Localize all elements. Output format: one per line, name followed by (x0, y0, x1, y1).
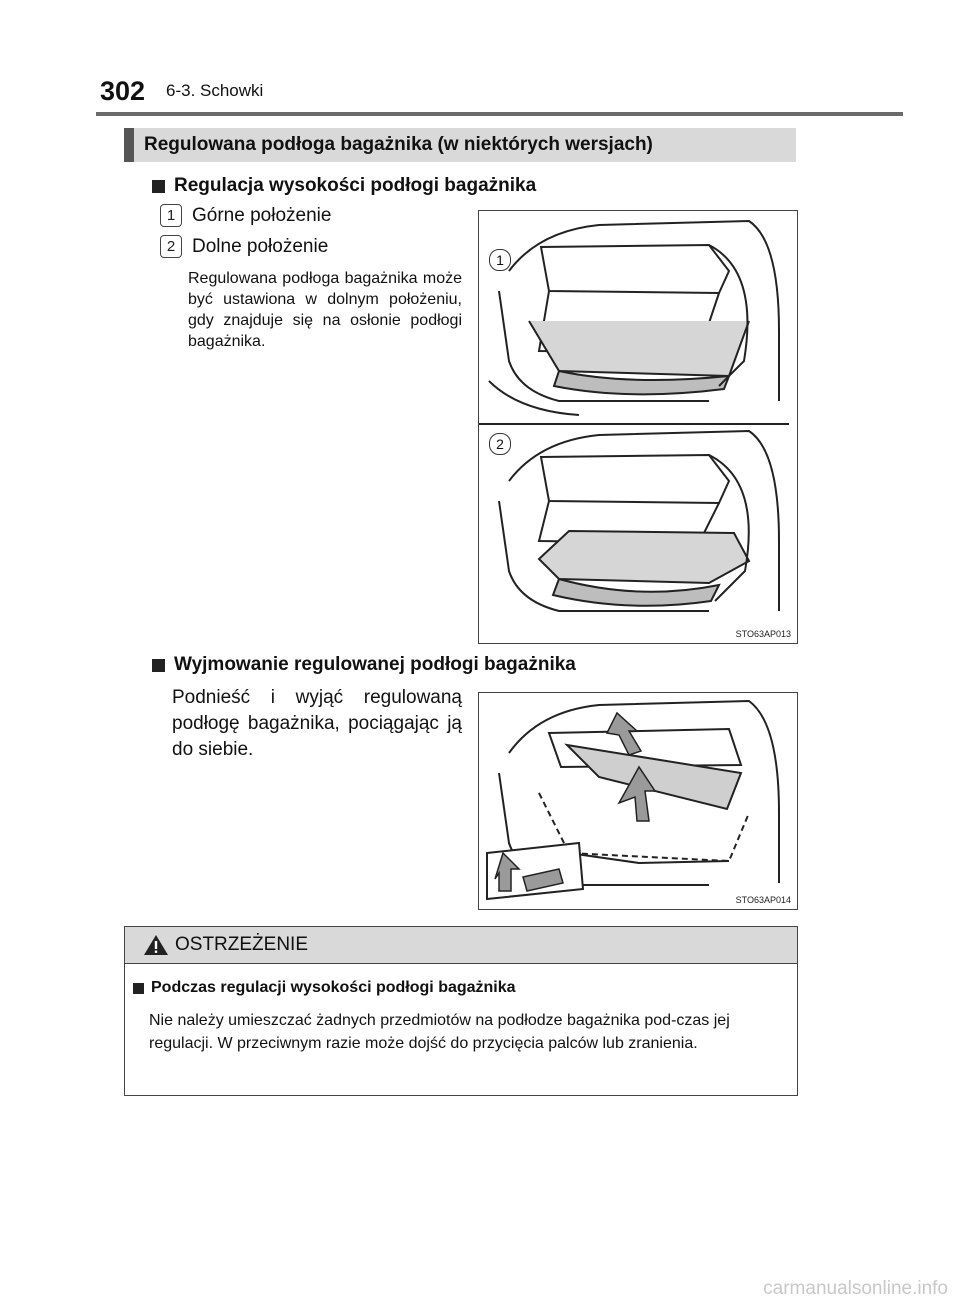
trunk-illustration (479, 211, 797, 643)
bullet-square-icon (152, 180, 165, 193)
figure-code: STO63AP013 (735, 629, 791, 639)
list-item-label: Dolne położenie (192, 235, 329, 257)
number-badge: 2 (160, 235, 182, 258)
removal-heading-text: Wyjmowanie regulowanej podłogi bagażnika (174, 654, 576, 675)
callout-2: 2 (489, 433, 511, 455)
watermark: carmanualsonline.info (763, 1278, 948, 1299)
warning-box (124, 926, 798, 1096)
warning-subheading-text: Podczas regulacji wysokości podłogi bagażnika (151, 979, 516, 996)
warning-text: Nie należy umieszczać żadnych przedmiotów na podłodze bagażnika pod-czas jej regulacji. W przeciwnym razie może dojść do przycięcia palców lub zranienia. (149, 1012, 730, 1052)
number-badge: 1 (160, 204, 182, 227)
warning-subheading (133, 979, 516, 997)
section-title-bar (124, 128, 796, 162)
bullet-square-icon (133, 983, 144, 994)
section-reference: 6-3. Schowki (166, 81, 264, 100)
header-rule (96, 112, 903, 116)
removal-heading (152, 654, 576, 676)
warning-header (125, 927, 797, 964)
warning-title: OSTRZEŻENIE (175, 934, 309, 955)
section-title: Regulowana podłoga bagażnika (w niektórych wersjach) (144, 134, 653, 155)
page-number: 302 (100, 76, 146, 106)
height-adjust-heading (152, 175, 536, 197)
height-adjust-note: Regulowana podłoga bagażnika może być ustawiona w dolnym położeniu, gdy znajduje się na osłonie podłogi bagażnika. (188, 270, 462, 350)
list-item-upper (160, 204, 331, 227)
figure-code: STO63AP014 (735, 895, 791, 905)
arrow-up-icon (607, 713, 641, 755)
removal-instruction: Podnieść i wyjąć regulowaną podłogę bagażnika, pociągając ją do siebie. (172, 687, 462, 760)
warning-triangle-icon (143, 933, 169, 957)
list-item-label: Górne położenie (192, 204, 332, 226)
title-accent (124, 128, 134, 162)
trunk-floor-positions-figure (478, 210, 798, 644)
callout-1: 1 (489, 249, 511, 271)
bullet-square-icon (152, 659, 165, 672)
height-adjust-heading-text: Regulacja wysokości podłogi bagażnika (174, 175, 537, 196)
list-item-lower (160, 235, 328, 258)
removal-illustration (479, 693, 797, 909)
trunk-floor-removal-figure (478, 692, 798, 910)
